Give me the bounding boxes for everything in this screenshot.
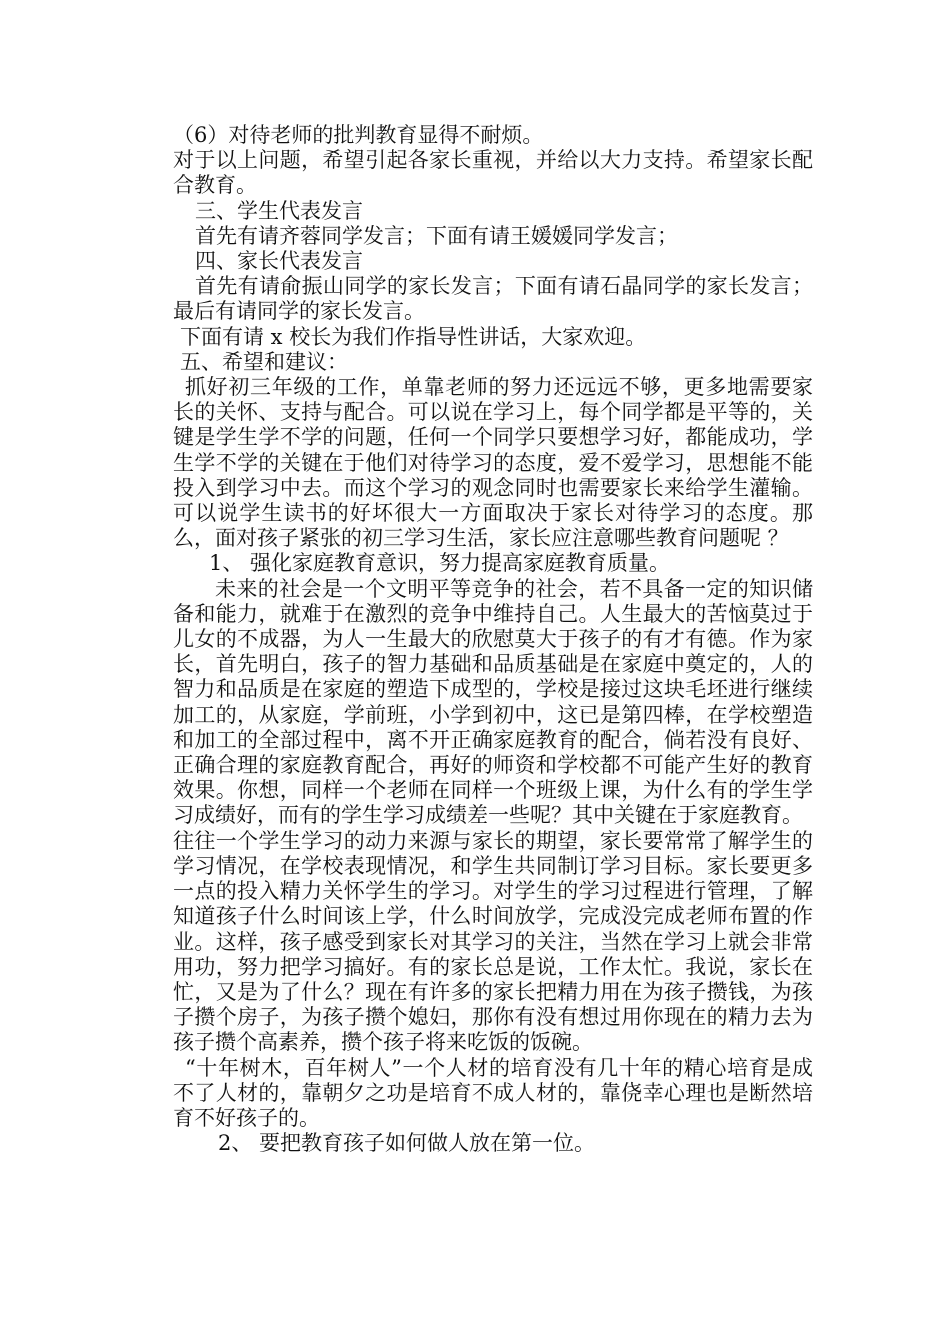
paragraph-student-speakers: 首先有请齐蓉同学发言；下面有请王媛媛同学发言； (195, 223, 678, 248)
heading-student-speech: 三、学生代表发言 (195, 198, 363, 223)
paragraph-principal-speech: 下面有请 x 校长为我们作指导性讲话，大家欢迎。 (180, 324, 647, 349)
paragraph-call-for-support: 对于以上问题，希望引起各家长重视，并给以大力支持。希望家长配合教育。 (173, 148, 813, 198)
heading-hopes-suggestions: 五、希望和建议： (180, 349, 348, 374)
paragraph-family-education: 未来的社会是一个文明平等竞争的社会，若不具备一定的知识储备和能力，就难于在激烈的竞争中维持自己。人生最大的苦恼莫过于儿女的不成器，为人一生最大的欣慰莫大于孩子的有才有德。作为家长，首先明白，孩子的智力基础和品质基础是在家庭中奠定的，人的智力和品质是在家庭的塑造下成型的，学校是接过这块毛坯进行继续加工的，从家庭，学前班，小学到初中，这已是第四棒，在学校塑造和加工的全部过程中，离不开正确家庭教育的配合，倘若没有良好、正确合理的家庭教育配合，再好的师资和学校都不可能产生好的教育效果。你想，同样一个老师在同样一个班级上课，为什么有的学生学习成绩好，而有的学生学习成绩差一些呢？其中关键在于家庭教育。 (173, 576, 813, 828)
paragraph-parent-expectations: 往往一个学生学习的动力来源与家长的期望，家长要常常了解学生的学习情况，在学校表现情况，和学生共同制订学习目标。家长要更多一点的投入精力关怀学生的学习。对学生的学习过程进行管理，了解知道孩子什么时间该上学，什么时间放学，完成没完成老师布置的作业。这样，孩子感受到家长对其学习的关注，当然在学习上就会非常用功，努力把学习搞好。有的家长总是说，工作太忙。我说，家长在忙，又是为了什么？现在有许多的家长把精力用在为孩子攒钱，为孩子攒个房子，为孩子攒个媳妇，那你有没有想过用你现在的精力去为孩子攒个高素养，攒个孩子将来吃饭的饭碗。 (173, 828, 813, 1055)
heading-parent-speech: 四、家长代表发言 (195, 249, 363, 274)
paragraph-proverb: “十年树木，百年树人”一个人材的培育没有几十年的精心培育是成不了人材的，靠朝夕之功是培育不成人材的，靠侥幸心理也是断然培育不好孩子的。 (173, 1055, 813, 1130)
document-body (173, 123, 813, 1156)
paragraph-parent-speakers: 首先有请俞振山同学的家长发言；下面有请石晶同学的家长发言；最后有请同学的家长发言。 (173, 274, 813, 324)
paragraph-attitude-point: （6）对待老师的批判教育显得不耐烦。 (173, 123, 544, 147)
list-item-1-heading: 1、 强化家庭教育意识，努力提高家庭教育质量。 (209, 551, 671, 576)
list-item-2-heading: 2、 要把教育孩子如何做人放在第一位。 (218, 1131, 596, 1156)
paragraph-grade-three-work: 抓好初三年级的工作，单靠老师的努力还远远不够，更多地需要家长的关怀、支持与配合。可以说在学习上，每个同学都是平等的，关键是学生学不学的问题，任何一个同学只要想学习好，都能成功，学生学不学的关键在于他们对待学习的态度，爱不爱学习，思想能不能投入到学习中去。而这个学习的观念同时也需要家长来给学生灌输。可以说学生读书的好坏很大一方面取决于家长对待学习的态度。那么，面对孩子紧张的初三学习生活，家长应注意哪些教育问题呢 ？ (173, 375, 813, 551)
